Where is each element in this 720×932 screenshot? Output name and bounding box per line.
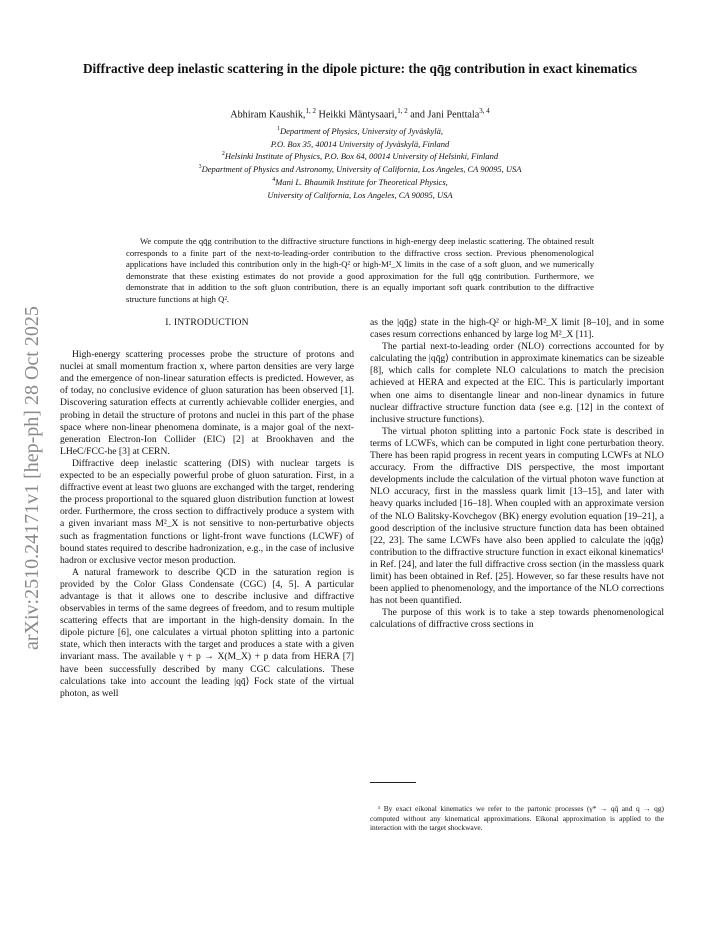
author-name: Abhiram Kaushik, bbox=[230, 109, 306, 121]
affiliation-line: $^3$Department of Physics and Astronomy, University of California, Los Angeles, CA 90095, USA bbox=[198, 164, 522, 175]
author-affiliation-marker: 1, 2 bbox=[397, 107, 408, 115]
footnote-rule bbox=[370, 782, 416, 783]
affiliation-line: $^1$Department of Physics, University of Jyväskylä, bbox=[276, 125, 444, 136]
author-list bbox=[60, 107, 660, 120]
arxiv-identifier: arXiv:2510.24171v1 [hep-ph] 28 Oct 2025 bbox=[21, 306, 43, 650]
body-paragraph: High-energy scattering processes probe the structure of protons and nuclei at small momentum fraction x, where parton densities are very large and the emergence of non-linear saturation effects is predicted. However, as of today, no conclusive evidence of gluon saturation has been observed [1]. Discovering saturation effects at currently achievable collider energies, and probing in detail the structure of protons and nuclei in this part of the phase space where non-linear phenomena dominate, is a major goal of the next-generation Electron-Ion Collider (EIC) [2] at Brookhaven and the LHeC/FCC-he [3] at CERN. bbox=[60, 349, 354, 457]
author-affiliation-marker: 3, 4 bbox=[479, 107, 490, 115]
body-paragraph: as the |qq̄g⟩ state in the high-Q² or high-M²_X limit [8–10], and in some cases resum corrections enhanced by large log M²_X [11]. bbox=[370, 317, 664, 341]
affiliation-line: P.O. Box 35, 40014 University of Jyväskylä, Finland bbox=[270, 138, 450, 149]
author-name: Jani Penttala bbox=[427, 109, 480, 121]
arxiv-side-stamp bbox=[6, 260, 54, 660]
section-heading: I. INTRODUCTION bbox=[165, 317, 249, 328]
affiliation-line: $^2$Helsinki Institute of Physics, P.O. Box 64, 00014 University of Helsinki, Finland bbox=[221, 151, 499, 162]
footnote: ¹ By exact eikonal kinematics we refer to the partonic processes (γ* → qq̄ and q → qg) computed without any kinematical approximations. Eikonal approximation is applied to the interaction with the target shockwave. bbox=[370, 804, 664, 833]
left-column bbox=[60, 317, 354, 700]
author-affiliation-marker: 1, 2 bbox=[305, 107, 316, 115]
body-paragraph: The partial next-to-leading order (NLO) corrections accounted for by calculating the |qq̄g⟩ contribution in approximate kinematics can be sizeable [8], which calls for complete NLO calculations to match the precision achieved at HERA and expected at the EIC. This is particularly important when one aims to disentangle linear and non-linear dynamics in future nuclear diffractive structure function data (see e.g. [12] in the context of inclusive structure functions). bbox=[370, 341, 664, 425]
affiliation-line: $^4$Mani L. Bhaumik Institute for Theoretical Physics, bbox=[272, 176, 448, 187]
author-name: Heikki Mäntysaari, bbox=[318, 109, 398, 121]
author-conjunction: and bbox=[410, 109, 425, 121]
right-column bbox=[370, 317, 664, 631]
affiliation-block bbox=[60, 124, 660, 200]
body-paragraph: The virtual photon splitting into a partonic Fock state is described in terms of LCWFs, which can be computed in light cone perturbation theory. There has been rapid progress in recent years in computing LCWFs at NLO accuracy. From the diffractive DIS perspective, the most important developments include the calculation of the virtual photon wave function at NLO accuracy, first in the massless quark limit [13–15], and later with heavy quarks included [16–18]. When coupled with an approximate version of the NLO Balitsky-Kovchegov (BK) energy evolution equation [19–21], a good description of the inclusive structure function data has been obtained [22, 23]. The same LCWFs have also been applied to calculate the |qq̄g⟩ contribution to the diffractive structure function in exact eikonal kinematics¹ in Ref. [24], and later the full diffractive cross section (in the massless quark limit) has been obtained in Ref. [25]. However, so far these results have not been applied to phenomenology, and the importance of the NLO corrections has not been quantified. bbox=[370, 425, 664, 607]
paper-title: Diffractive deep inelastic scattering in the dipole picture: the qq̄g contribution in exact kinematics bbox=[82, 61, 638, 76]
abstract: We compute the qq̄g contribution to the diffractive structure functions in high-energy deep inelastic scattering. The obtained result corresponds to a finite part of the next-to-leading-order contribution to the diffractive cross section. Previous phenomenological applications have included this contribution only in the high-Q² or high-M²_X limits in the case of a soft gluon, and we numerically demonstrate that these existing estimates do not provide a good approximation for the full qq̄g contribution. Furthermore, we demonstrate that in addition to the soft gluon contribution, there is an equally important soft quark contribution to the diffractive structure functions at high Q². bbox=[126, 236, 594, 304]
body-paragraph: Diffractive deep inelastic scattering (DIS) with nuclear targets is expected to be an especially powerful probe of gluon saturation. First, in a diffractive event at least two gluons are exchanged with the target, rendering the process proportional to the squared gluon distribution function at lowest order. Furthermore, the cross section to diffractively produce a system with a given invariant mass M²_X is not sensitive to non-perturbative objects such as fragmentation functions or light-front wave functions (LCWF) of bound states required to describe hadronization, e.g., in the case of inclusive hadron or exclusive vector meson production. bbox=[60, 457, 354, 566]
affiliation-line: University of California, Los Angeles, CA 90095, USA bbox=[267, 189, 453, 200]
body-paragraph: The purpose of this work is to take a step towards phenomenological calculations of diffractive cross sections in bbox=[370, 607, 664, 631]
body-paragraph: A natural framework to describe QCD in the saturation region is provided by the Color Glass Condensate (CGC) [4, 5]. A particular advantage is that it allows one to describe inclusive and diffractive observables in terms of the same degrees of freedom, and to resum multiple scattering effects that are important in the high-density domain. In the dipole picture [6], one calculates a virtual photon splitting into a partonic state, which then interacts with the target and produces a state with a given invariant mass. The available γ + p → X(M_X) + p data from HERA [7] have been successfully described by many CGC calculations. These calculations take into account the leading |qq̄⟩ Fock state of the virtual photon, as well bbox=[60, 566, 354, 699]
